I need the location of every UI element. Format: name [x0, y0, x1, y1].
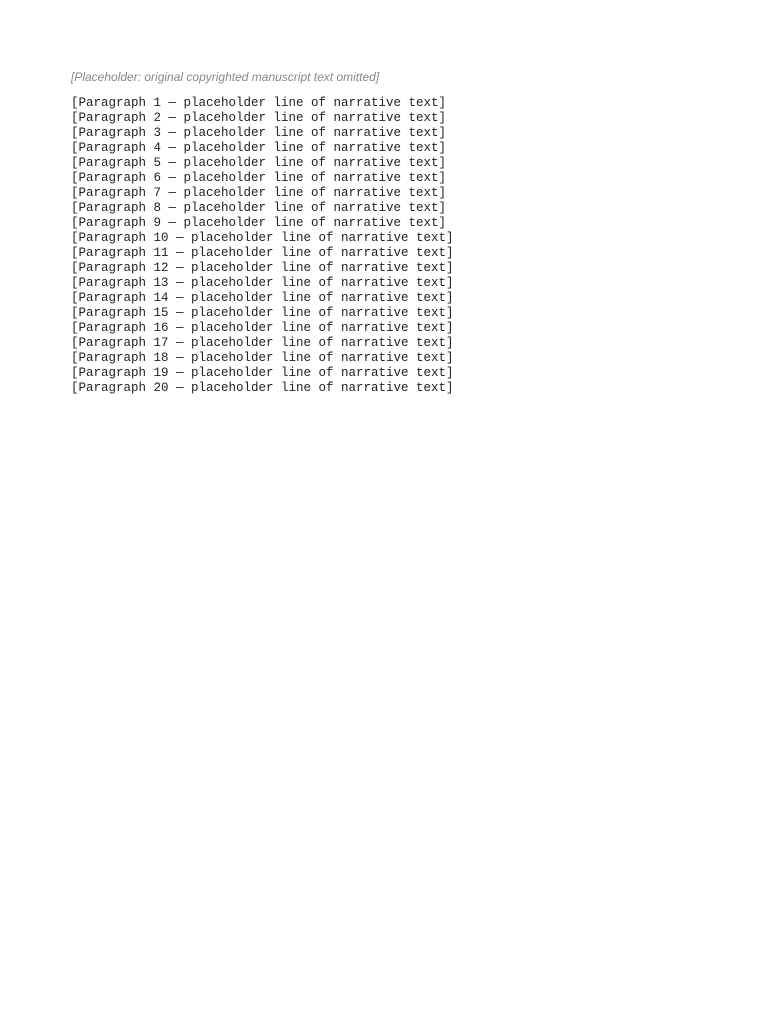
paragraph: [Paragraph 9 — placeholder line of narrative text]	[71, 216, 447, 230]
paragraph: [Paragraph 12 — placeholder line of narrative text]	[71, 261, 454, 275]
paragraph: [Paragraph 16 — placeholder line of narrative text]	[71, 321, 454, 335]
paragraph: [Paragraph 13 — placeholder line of narrative text]	[71, 276, 454, 290]
paragraph: [Paragraph 3 — placeholder line of narrative text]	[71, 126, 447, 140]
paragraph: [Paragraph 4 — placeholder line of narrative text]	[71, 141, 447, 155]
paragraph: [Paragraph 10 — placeholder line of narrative text]	[71, 231, 454, 245]
paragraph-list	[71, 96, 701, 396]
document-page	[71, 70, 701, 950]
placeholder-notice: [Placeholder: original copyrighted manuscript text omitted]	[71, 70, 380, 84]
paragraph: [Paragraph 2 — placeholder line of narrative text]	[71, 111, 447, 125]
paragraph: [Paragraph 19 — placeholder line of narrative text]	[71, 366, 454, 380]
paragraph: [Paragraph 1 — placeholder line of narrative text]	[71, 96, 447, 110]
paragraph: [Paragraph 7 — placeholder line of narrative text]	[71, 186, 447, 200]
paragraph: [Paragraph 14 — placeholder line of narrative text]	[71, 291, 454, 305]
paragraph: [Paragraph 6 — placeholder line of narrative text]	[71, 171, 447, 185]
paragraph: [Paragraph 8 — placeholder line of narrative text]	[71, 201, 447, 215]
paragraph: [Paragraph 17 — placeholder line of narrative text]	[71, 336, 454, 350]
paragraph: [Paragraph 15 — placeholder line of narrative text]	[71, 306, 454, 320]
paragraph: [Paragraph 5 — placeholder line of narrative text]	[71, 156, 447, 170]
paragraph: [Paragraph 18 — placeholder line of narrative text]	[71, 351, 454, 365]
paragraph: [Paragraph 20 — placeholder line of narrative text]	[71, 381, 454, 395]
paragraph: [Paragraph 11 — placeholder line of narrative text]	[71, 246, 454, 260]
